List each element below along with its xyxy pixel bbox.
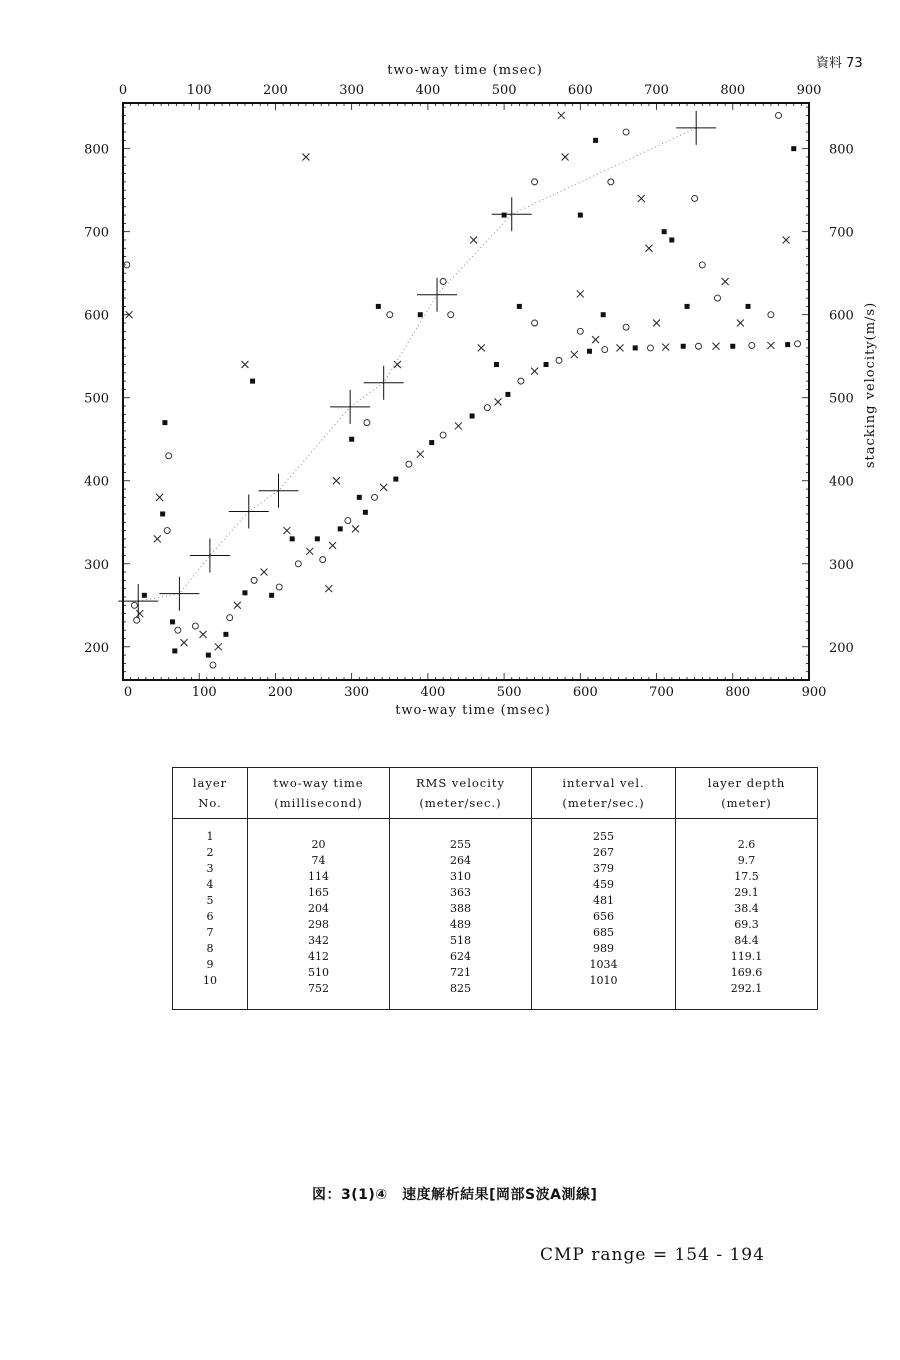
semblance-point-cross <box>562 153 569 160</box>
semblance-point-cross <box>380 484 387 491</box>
x-tick-label-top: 500 <box>491 83 517 98</box>
semblance-point-circle <box>699 262 705 268</box>
semblance-point-cross <box>722 278 729 285</box>
velocity-pick-cross <box>190 538 230 572</box>
header-line: (meter/sec.) <box>562 796 645 810</box>
y-tick-label-right: 700 <box>829 225 854 241</box>
semblance-point-cross <box>783 236 790 243</box>
velocity-pick-cross <box>364 366 404 400</box>
semblance-point-cross <box>662 344 669 351</box>
semblance-point-square <box>578 213 583 218</box>
semblance-point-circle <box>440 278 446 284</box>
header-line: two-way time <box>273 776 364 790</box>
table-cell: 267 <box>593 846 614 859</box>
table-cell: 9 <box>206 958 214 971</box>
table-cell: 989 <box>593 942 614 955</box>
velocity-pick-cross <box>676 111 716 145</box>
semblance-point-circle <box>192 623 198 629</box>
x-tick-label-bottom: 600 <box>572 685 598 700</box>
y-tick-label-right: 400 <box>829 474 854 490</box>
semblance-point-cross <box>645 245 652 252</box>
table-cell: 379 <box>593 862 614 875</box>
x-tick-label-top: 100 <box>186 83 212 98</box>
header-interval-velocity <box>532 768 676 819</box>
semblance-point-circle <box>406 461 412 467</box>
x-tick-label-top: 300 <box>339 83 365 98</box>
table-cell: 388 <box>450 902 471 915</box>
semblance-point-circle <box>647 345 653 351</box>
x-axis-label-top: two-way time (msec) <box>387 63 543 78</box>
table-cell: 255 <box>450 838 471 851</box>
semblance-point-cross <box>616 344 623 351</box>
semblance-point-cross <box>455 422 462 429</box>
x-tick-label-top: 200 <box>263 83 288 98</box>
semblance-point-square <box>338 526 343 531</box>
semblance-point-circle <box>276 584 282 590</box>
semblance-point-square <box>393 477 398 482</box>
x-tick-label-bottom: 200 <box>268 685 293 700</box>
x-tick-label-top: 700 <box>644 83 669 98</box>
semblance-point-circle <box>164 528 170 534</box>
table-cell: 1010 <box>589 974 618 987</box>
semblance-point-square <box>669 237 674 242</box>
y-tick-label-right: 800 <box>829 142 854 158</box>
semblance-point-cross <box>283 527 290 534</box>
velocity-pick-cross <box>159 577 199 611</box>
column-rms-velocity <box>390 819 532 1010</box>
x-tick-label-top: 400 <box>415 83 441 98</box>
semblance-point-circle <box>134 617 140 623</box>
semblance-point-cross <box>325 585 332 592</box>
table-cell: 310 <box>450 870 471 883</box>
table-cell: 342 <box>308 934 329 947</box>
semblance-point-cross <box>306 548 313 555</box>
semblance-point-cross <box>333 477 340 484</box>
semblance-point-square <box>172 648 177 653</box>
semblance-point-square <box>587 349 592 354</box>
y-tick-label-left: 600 <box>84 308 109 324</box>
table-cell: 17.5 <box>734 870 759 883</box>
semblance-point-square <box>418 312 423 317</box>
table-cell: 4 <box>206 878 214 891</box>
y-tick-label-left: 400 <box>84 474 109 490</box>
header-layer-no <box>173 768 248 819</box>
header-line: layer depth <box>707 776 786 790</box>
semblance-point-square <box>142 593 147 598</box>
semblance-point-circle <box>715 295 721 301</box>
table-cell: 69.3 <box>734 918 759 931</box>
semblance-point-circle <box>251 577 257 583</box>
table-cell: 624 <box>450 950 471 963</box>
table-cell: 363 <box>450 886 471 899</box>
y-axis-label: stacking velocity(m/s) <box>863 301 878 469</box>
figure-caption: 図：3(1)④ 速度解析結果[岡部S波A測線] <box>312 1187 598 1203</box>
semblance-point-circle <box>440 432 446 438</box>
table-cell: 459 <box>593 878 614 891</box>
table-cell: 74 <box>311 854 326 867</box>
y-tick-label-left: 200 <box>84 640 109 656</box>
semblance-point-square <box>357 495 362 500</box>
semblance-point-square <box>662 229 667 234</box>
semblance-point-cross <box>261 569 268 576</box>
semblance-point-circle <box>749 342 755 348</box>
table-cell: 412 <box>308 950 329 963</box>
velocity-pick-cross <box>118 584 158 618</box>
semblance-point-square <box>517 304 522 309</box>
semblance-point-circle <box>532 320 538 326</box>
x-tick-label-top: 0 <box>118 83 128 98</box>
velocity-parameter-table <box>172 767 818 1010</box>
semblance-point-cross <box>737 320 744 327</box>
x-tick-label-top: 600 <box>567 83 593 98</box>
table-cell: 8 <box>206 942 214 955</box>
axis-ticks <box>84 83 854 700</box>
semblance-point-square <box>162 420 167 425</box>
cmp-range-label: CMP range = 154 - 194 <box>540 1245 765 1265</box>
semblance-point-circle <box>608 179 614 185</box>
semblance-point-circle <box>175 627 181 633</box>
semblance-point-cross <box>215 643 222 650</box>
semblance-point-cross <box>329 542 336 549</box>
semblance-point-circle <box>295 561 301 567</box>
velocity-pick-cross <box>258 474 298 508</box>
semblance-point-cross <box>531 368 538 375</box>
velocity-picks <box>118 111 716 618</box>
semblance-point-cross <box>713 343 720 350</box>
table-cell: 9.7 <box>737 854 756 867</box>
semblance-point-circle <box>695 343 701 349</box>
semblance-point-square <box>785 342 790 347</box>
semblance-point-circle <box>166 453 172 459</box>
table-cell: 2 <box>206 846 214 859</box>
table-cell: 84.4 <box>734 934 759 947</box>
semblance-point-circle <box>518 378 524 384</box>
x-tick-label-bottom: 500 <box>496 685 522 700</box>
page-reference: 資料 73 <box>816 56 863 71</box>
column-interval-velocity <box>532 819 676 1010</box>
semblance-point-circle <box>768 312 774 318</box>
semblance-points <box>124 112 801 668</box>
semblance-point-square <box>681 344 686 349</box>
semblance-point-cross <box>478 344 485 351</box>
semblance-point-cross <box>470 236 477 243</box>
semblance-point-square <box>223 632 228 637</box>
semblance-point-square <box>470 413 475 418</box>
table-cell: 656 <box>593 910 614 923</box>
header-line: No. <box>198 796 222 810</box>
semblance-point-square <box>593 138 598 143</box>
x-axis-label-bottom: two-way time (msec) <box>395 703 551 718</box>
semblance-point-cross <box>417 451 424 458</box>
x-tick-label-top: 900 <box>796 83 822 98</box>
semblance-point-square <box>250 379 255 384</box>
header-line: (meter) <box>721 796 772 810</box>
column-two-way-time <box>248 819 390 1010</box>
table-cell: 255 <box>593 830 614 843</box>
table-cell: 292.1 <box>730 982 763 995</box>
velocity-pick-cross <box>330 390 370 424</box>
semblance-point-square <box>242 590 247 595</box>
semblance-point-circle <box>448 312 454 318</box>
semblance-point-square <box>206 653 211 658</box>
semblance-point-square <box>633 345 638 350</box>
semblance-point-square <box>502 213 507 218</box>
y-tick-label-left: 700 <box>84 225 109 241</box>
semblance-point-circle <box>577 328 583 334</box>
semblance-point-cross <box>200 631 207 638</box>
table-cell: 5 <box>206 894 214 907</box>
semblance-point-circle <box>364 420 370 426</box>
table-cell: 1 <box>206 830 214 843</box>
x-tick-label-bottom: 0 <box>123 685 133 700</box>
semblance-point-square <box>315 536 320 541</box>
header-two-way-time <box>248 768 390 819</box>
y-tick-label-right: 500 <box>829 391 854 407</box>
y-tick-label-right: 600 <box>829 308 854 324</box>
semblance-point-square <box>505 392 510 397</box>
column-layer-depth <box>676 819 818 1010</box>
table-cell: 825 <box>450 982 471 995</box>
table-cell: 38.4 <box>734 902 759 915</box>
semblance-point-square <box>601 312 606 317</box>
semblance-point-cross <box>577 290 584 297</box>
semblance-point-square <box>685 304 690 309</box>
table-cell: 165 <box>308 886 329 899</box>
header-line: RMS velocity <box>415 776 506 790</box>
velocity-pick-cross <box>417 278 457 312</box>
semblance-point-cross <box>302 153 309 160</box>
table-cell: 721 <box>450 966 471 979</box>
y-tick-label-left: 300 <box>84 557 109 573</box>
table-cell: 10 <box>203 974 217 987</box>
semblance-point-square <box>730 344 735 349</box>
table-cell: 29.1 <box>734 886 759 899</box>
table-cell: 204 <box>308 902 329 915</box>
semblance-point-circle <box>210 662 216 668</box>
semblance-point-circle <box>623 129 629 135</box>
y-tick-label-right: 200 <box>829 640 854 656</box>
header-rms-velocity <box>390 768 532 819</box>
semblance-point-cross <box>154 535 161 542</box>
semblance-point-circle <box>131 602 137 608</box>
table-cell: 2.6 <box>737 838 756 851</box>
velocity-pick-cross <box>229 494 269 528</box>
x-tick-label-bottom: 300 <box>344 685 370 700</box>
semblance-point-circle <box>692 195 698 201</box>
semblance-point-circle <box>372 494 378 500</box>
semblance-point-square <box>791 146 796 151</box>
table-cell: 3 <box>206 862 214 875</box>
x-tick-label-bottom: 800 <box>725 685 751 700</box>
semblance-point-cross <box>653 320 660 327</box>
semblance-point-cross <box>767 342 774 349</box>
table-cell: 752 <box>308 982 329 995</box>
table-cell: 489 <box>450 918 471 931</box>
x-tick-label-bottom: 100 <box>191 685 217 700</box>
table-cell: 6 <box>206 910 214 923</box>
semblance-point-cross <box>495 398 502 405</box>
semblance-point-circle <box>556 357 562 363</box>
table-cell: 510 <box>308 966 329 979</box>
y-tick-label-right: 300 <box>829 557 854 573</box>
semblance-point-square <box>349 437 354 442</box>
semblance-point-square <box>160 511 165 516</box>
y-tick-label-left: 800 <box>84 142 109 158</box>
semblance-point-cross <box>136 610 143 617</box>
table-cell: 298 <box>308 918 329 931</box>
semblance-point-square <box>363 510 368 515</box>
semblance-point-circle <box>484 405 490 411</box>
pick-trend-line <box>138 128 696 601</box>
velocity-pick-cross <box>492 197 532 231</box>
semblance-point-circle <box>623 324 629 330</box>
semblance-point-cross <box>394 361 401 368</box>
semblance-point-circle <box>602 347 608 353</box>
semblance-point-circle <box>320 557 326 563</box>
x-tick-label-bottom: 400 <box>420 685 446 700</box>
x-tick-label-bottom: 900 <box>801 685 827 700</box>
semblance-point-cross <box>638 195 645 202</box>
semblance-point-cross <box>234 602 241 609</box>
table-cell: 114 <box>308 870 329 883</box>
semblance-point-cross <box>180 639 187 646</box>
semblance-point-square <box>429 440 434 445</box>
semblance-point-circle <box>227 615 233 621</box>
table-cell: 264 <box>450 854 471 867</box>
header-layer-depth <box>676 768 818 819</box>
table-cell: 481 <box>593 894 614 907</box>
semblance-point-square <box>494 362 499 367</box>
semblance-point-square <box>269 593 274 598</box>
semblance-point-square <box>290 536 295 541</box>
table-cell: 685 <box>593 926 614 939</box>
y-tick-label-left: 500 <box>84 391 109 407</box>
plot-border <box>123 103 809 680</box>
column-layer-no <box>173 819 248 1010</box>
table-cell: 1034 <box>589 958 618 971</box>
header-line: interval vel. <box>562 776 645 790</box>
semblance-point-circle <box>387 312 393 318</box>
plot-frame <box>123 103 809 680</box>
semblance-point-circle <box>345 518 351 524</box>
semblance-point-circle <box>776 112 782 118</box>
semblance-point-cross <box>352 525 359 532</box>
header-line: (meter/sec.) <box>419 796 502 810</box>
semblance-point-cross <box>571 351 578 358</box>
table-header-row <box>173 768 818 819</box>
x-tick-label-bottom: 700 <box>649 685 674 700</box>
x-tick-label-top: 800 <box>720 83 746 98</box>
header-line: layer <box>192 776 228 790</box>
semblance-point-cross <box>241 361 248 368</box>
semblance-point-circle <box>795 341 801 347</box>
semblance-point-square <box>170 619 175 624</box>
semblance-point-cross <box>558 112 565 119</box>
table-cell: 518 <box>450 934 471 947</box>
semblance-point-cross <box>592 336 599 343</box>
semblance-point-cross <box>156 494 163 501</box>
semblance-point-square <box>376 304 381 309</box>
header-line: (millisecond) <box>274 796 363 810</box>
table-body-row <box>173 819 818 1010</box>
table-cell: 169.6 <box>730 966 763 979</box>
table-cell: 119.1 <box>730 950 763 963</box>
table-cell: 20 <box>311 838 326 851</box>
semblance-point-square <box>544 362 549 367</box>
table-cell: 7 <box>206 926 214 939</box>
semblance-point-square <box>746 304 751 309</box>
semblance-point-circle <box>532 179 538 185</box>
